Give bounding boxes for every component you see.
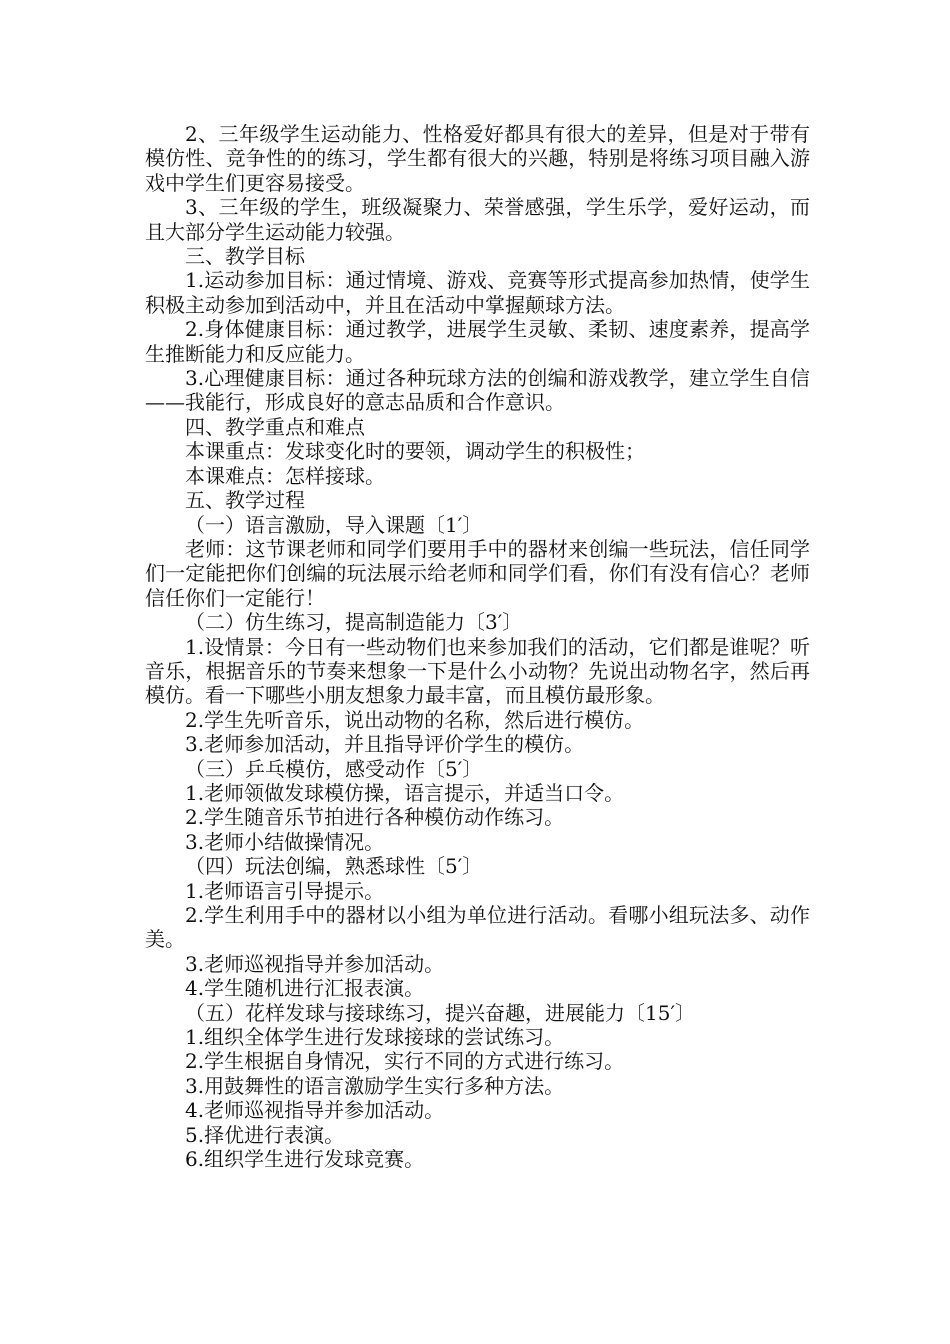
paragraph: 1.设情景：今日有一些动物们也来参加我们的活动，它们都是谁呢？听音乐，根据音乐的节奏来想象一下是什么小动物？先说出动物名字，然后再模仿。看一下哪些小朋友想象力最丰富，而且模仿最形象。 (145, 634, 810, 708)
subsection-heading: （一）语言激励，导入课题〔1′〕 (185, 512, 483, 537)
paragraph: 老师：这节课老师和同学们要用手中的器材来创编一些玩法，信任同学们一定能把你们创编的玩法展示给老师和同学们看，你们有没有信心？老师信任你们一定能行！ (145, 536, 810, 610)
subsection-heading: （五）花样发球与接球练习，提兴奋趣，进展能力〔15′〕 (185, 1000, 695, 1025)
paragraph: 2.学生利用手中的器材以小组为单位进行活动。看哪小组玩法多、动作美。 (145, 903, 810, 952)
section-heading: 四、教学重点和难点 (185, 414, 365, 439)
paragraph: 2.学生根据自身情况，实行不同的方式进行练习。 (185, 1049, 625, 1074)
paragraph: 4.老师巡视指导并参加活动。 (185, 1098, 445, 1123)
paragraph: 4.学生随机进行汇报表演。 (185, 976, 425, 1001)
section-heading: 五、教学过程 (185, 488, 305, 513)
paragraph: 1.老师领做发球模仿操，语言提示，并适当口令。 (185, 780, 625, 805)
section-heading: 三、教学目标 (185, 244, 305, 269)
paragraph: 3.心理健康目标：通过各种玩球方法的创编和游戏教学，建立学生自信——我能行，形成良好的意志品质和合作意识。 (145, 366, 810, 415)
paragraph: 2、三年级学生运动能力、性格爱好都具有很大的差异，但是对于带有模仿性、竞争性的的练习，学生都有很大的兴趣，特别是将练习项目融入游戏中学生们更容易接受。 (145, 122, 810, 195)
paragraph: 5.择优进行表演。 (185, 1122, 345, 1147)
paragraph: 2.学生先听音乐，说出动物的名称，然后进行模仿。 (185, 707, 645, 732)
subsection-heading: （三）乒乓模仿，感受动作〔5′〕 (185, 756, 483, 781)
subsection-heading: （二）仿生练习，提高制造能力〔3′〕 (185, 610, 523, 635)
paragraph: 1.老师语言引导提示。 (185, 878, 385, 903)
paragraph: 本课重点：发球变化时的要领，调动学生的积极性； (185, 439, 645, 464)
subsection-heading: （四）玩法创编，熟悉球性〔5′〕 (185, 854, 483, 879)
paragraph: 本课难点：怎样接球。 (185, 463, 385, 488)
paragraph: 3.老师参加活动，并且指导评价学生的模仿。 (185, 732, 585, 757)
paragraph: 2.身体健康目标：通过教学，进展学生灵敏、柔韧、速度素养，提高学生推断能力和反应能力。 (145, 317, 810, 366)
paragraph: 3、三年级的学生，班级凝聚力、荣誉感强，学生乐学，爱好运动，而且大部分学生运动能力较强。 (145, 195, 810, 244)
paragraph: 1.运动参加目标：通过情境、游戏、竞赛等形式提高参加热情，使学生积极主动参加到活动中，并且在活动中掌握颠球方法。 (145, 268, 810, 317)
paragraph: 3.老师小结做操情况。 (185, 829, 385, 854)
paragraph: 2.学生随音乐节拍进行各种模仿动作练习。 (185, 805, 565, 830)
paragraph: 3.老师巡视指导并参加活动。 (185, 951, 445, 976)
paragraph: 3.用鼓舞性的语言激励学生实行多种方法。 (185, 1073, 565, 1098)
document-body (145, 122, 810, 1171)
paragraph: 6.组织学生进行发球竞赛。 (185, 1147, 425, 1172)
paragraph: 1.组织全体学生进行发球接球的尝试练习。 (185, 1025, 565, 1050)
